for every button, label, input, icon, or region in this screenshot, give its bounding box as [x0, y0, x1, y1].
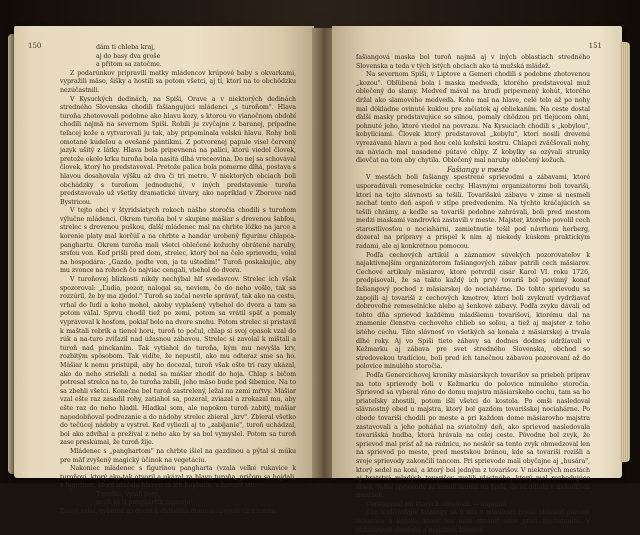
paragraph: Z podarúnkov pripravili matky mládencov krúpové baby s okvarkami, vypražili mäso, šišky a hostili sa potom všetci, aj tí, ktorí na to obchôdzku nezúčastnili. [60, 69, 296, 94]
left-page-text [60, 44, 296, 517]
verse-line: Turoško, vstaň hore, [96, 490, 161, 498]
verse-line: a přitom sa zatočme. [96, 61, 162, 69]
paragraph: fašiangová maska bol turoň najmä aj v iných oblastiach stredného Slovenska a teda v tých istých obciach ako tá mužská mládež. [356, 54, 590, 70]
section-heading: Fašiangy v meste [446, 164, 510, 174]
left-page [14, 26, 314, 516]
paragraph: Ceremoniál pri ktorých obradoch — kúpanie. [366, 500, 508, 508]
paragraph: Turoň vstal, vybehol zo dvora k ďalšiemu domu a spievali už v tomto. [60, 508, 277, 516]
open-book [14, 12, 636, 534]
page-number-right: 151 [588, 42, 602, 50]
verse-line: aj do basy dva groše [96, 52, 161, 60]
paragraph: V Kysuckých dedinách, na Spiši, Orave a v niektorých dedinách stredného Slovenska chodili fašiangujúci mládenci „s turoňom". Hlava turoňa zhotovovali podobne ako hlavu kozy, s ktorou vo vianočnom období chodili najmä na severnom Spiši. Robili ju zvyčajne z baranej, prípadne teľacej kože a vytvarovali ju tak, aby pripomínala volskú hlavu. Rohy boli omotané kúdeľou a ovešané pántikmi. Z potvorenej papule visel červený jazyk ušitý z látky. Hlava bola pripevnená na palici, ktorú viedol človek, pretože okolo krku turoňa bola nasitá dlhá vreceovina. Do nej sa schovával človek, ktorý ho predstavoval. Pretože palica bola pomerne dlhá, postava s hlavou dosahovala výšku až dva či tri metre. V niektorých obciach boli obchádzky s turoňom jednoduché, v iných predstavenie turoňa predstavovalo už všetky dramatické útvary, ako napríklad v Zborove nad Bystricou. [60, 95, 296, 206]
verse-line: nech sa ti panghartík zasmeje! [96, 499, 193, 507]
paragraph: Nakoniec mládenec s figurínou pangharta (vzala veľké rukavice k turoňovi, ktorý ako-tak otvoril a ukázal za hlavu turoňa, pričom sa hojdali, s figurínou, ktorá otáčala hlavou za ich hojdania, a hovoril mu: [60, 465, 296, 490]
paragraph: Na severnom Spiši, v Liptove a Gemeri chodili s podobne zhotovenou „kozou". Obľúbená bola i maska medveďa, ktorého predstavoval muž oblečený do slamy. Medveď mával na hrudi pripevnený kohút, ktorého držal ako slamového medveďa. Koho mal na hlave, celé telo až po nohy mal dôkladne ovinuté kuklou pre začiatok aj obliekaním. Na ceste dostal ďalší masky predstavujúce so silnou, pomaly chôdzou pri tlejúcom ohni, pohnuté jeho, ktoré viedol na povrazu. Na Kysuciach chodili s „kobylou", kobyliciami. Človek ktorý predstavoval „kobylu", ktorí nosili drevenú vyrezávanú hlavu a pod ňou celú koňskú kostru. Chlapci zväčšovali nohy, na náviach mal nasadené pútavé chlpy. Z kobylky sa ozývali strunky dievčat na tom aby chytila. Oblečený mal naruby oblečený kožuch. [356, 71, 590, 165]
right-page-text [356, 54, 590, 535]
page-number-left: 150 [28, 42, 42, 50]
right-page [332, 26, 622, 534]
book-gutter [312, 28, 334, 478]
verse-line: dám ti chleba kraj, [96, 44, 155, 51]
page-block-edge-right [620, 42, 630, 462]
paragraph: Cez tepl(i)eďajie fašiangy sa u nás v minulosti zvykli obliekať plátené nohavice a košeľu, ktoré mu mali chrániť odev pred znečistením. V prítomnosti chudoby a majstrov, ktorých [356, 509, 590, 534]
paragraph: V turoňovej blízkosti nikdy nechýbal hlf svedavcov. Strelec ich však spozoroval: „Ľudia, pozor, nalogal sa, neviem, čo do neho vošlo, tak sa rozzúril, že by ma zjedol." Turoň sa začal nevrle správať, tak ako na cestu, vrhal do ľudí a koho mohol, akoby vyplašený vybehol do dvora a tam sa potom váľal. Sprvu chodil tiež po zemi, potom sa vrátil späť a pomaly vyprávoval k hosťom, pokiaľ bolo na dvore snehu. Potom strelec si pristavil k maštali rebrík a tienol horu, turoň to počul, chlap si svoj opasok vzal do rúk a na-turo zvíťazil nad úžasnou zábavou. Strelec si zavolal k mištali a turoň nad pinckaním. Tak vytiahol do turoňa, kým mu nevyšla krv, rozbitým spôsobom. Tak vidíte, že nepustil, ako mu odteraz sme sa ho. Mášiar k nemu pristúpil, aby ho docezal, turoň však ešte tri razy ukázal, ako do neho strieľali a nedal sa mášiar zhodiť do hoja. Chlap s bičom potresal strelca na to, že turoňa zabili, jeho mäso bude pod šibenice. Na to sa zbehli všetci. Konečne bol turoň zastrelený, ležal na zemi mŕtvy. Mášiar vzal ešte raz zasadil rohy, zatiahol sa, pozeral, zviazal a zrokazal mu, aby ešte raz do neho hladil. Hladkal som, ale napokon turoň zabitý, mášiar napodobňoval podrezanie a do nádoby strelec zbieral „krv". Zbieral všetko do tečúcej nádoby a vystrel. Keď vyliezli aj to „zabíjanie", turoň uchádzal, bol ako zdvíhal a prežíval z neho ako by sa bol vymyslel. Potom sa turoň zase preskúmal, že turoň žije. [60, 276, 296, 447]
paragraph: Podľa cechových artikúl a záznamov súvekých pozorovateľov k najaktívnejším organizátorom fašiangových zábav patrili cech mäsiarov. Cechové artikuly mäsiarov, ktoré potvrdil cisár Karol VI. roku 1726, predpisovali, že sa takto každý ich prvý tovariš bol povinný konať fašiangový pochod z mäsiarskej do nociahárne. Do tohto sprievodu sa zapojili aj tovariši z cechových kmotrov, ktorí boli zvyknutí vydržiavať dobrovoľné remeselnícke alebo aj šenkové zábavy. Podľa zvyku dávali od tohto dňa sprievod každému mladšiemu tovarišovi, ktorému dal na znamenie členstva cechového chlieb so soľou, a tiež aj majster z toho istého cechu. Táto slávnosť vo všetkých sa konala z mäsiarskej a trvala dlhé roky. Aj vo Spiši tieto zábavy sa dodnes dodnes udržiavali v Kežmarku aj zábava pre svet stredného Slovenska, obchod so stredovekou tradíciou, boli pred ich tanečnou zábavou pozorovaní až do polovice minulého storočia. [356, 251, 590, 371]
paragraph: V tejto obci v štyridsiatych rokoch nášho storočia chodili s turoňom výlučne mládenci. Okrem turoňa bol v skupine mášiar s drevenou šabľou, strelec s drevenou puškou, ďalší mládenec mal na chrbte lôžko na jarce a korenie platy mal korčúľ a na chrbte a handár urobený figurínu chlapca-panghartu. Okrem turoňa mali všetci oblečené kožuchy obrátené naruby, srsťou von. Keď prišli pred dom, strelec, ktorý bol na čele sprievodu, volal na hospodára: „Gazdo, poďte von, ja ta uštedím!" Turoň poskakujúc, aby mu zvonce na rohoch čo najviac cengali, vbehol do dvora. [60, 207, 296, 275]
paragraph: Mládenec s „panghartom" na chrbte išiel na gazdinou a pýtal si múku pre mäf zvyšený magický účinok na vegetáciu. [60, 447, 296, 464]
paragraph: V mestách boli fašiangy spestrené sprievodmi a zábavami, ktoré usporadúvali remeselnícke cechy. Hlavnými organizátormi boli tovariši, ktorí na tejto slávnosti sa tešili. Tovarišskú zábavu v zime si nesmeli nechať tento deň aspoň v stĺpe predvedením. Na týchto kráčajúcich sa tešili chrámy, a keďže sa tovariši podobne zahrávali, boli pred mestom medzi maskami vandrovkú zastavili v meste. Majster, ktorého povolil cech starostlivosťou o nociahárni, zamietnutie tešil pod návrhom herberg, dozeral na prípravy a prispel k nim aj niekedy kúskom praktickým radami, ale aj konkrétnou pomocou. [356, 174, 590, 251]
paragraph: Podľa Genercichovej kroniky mäsiarskych tovarišov sa priebeh príprav na toto sprievody boli v Kežmarku do polovice minulého storočia. Sprievod sa vyberal ráno do domu majstra mäsiarskeho cechu, tam sa ho priateľsky zhostili, potom išli všetci do kostola. Po omši nasledoval slávnostný obed u majstra, ktorý bol gazdom tovarišskej nociahárne. Po obede tovariši chodili po meste a pri každom dome mäsiarovho majstra zastavovali a jeho poháňal na sviatočný deň, ako sprievod nasledovala tovarišská hudba, ktorá hrávala na celej ceste. Pôvodne bol zvyk, že sprievod mal prísť až na radnicu, no neskôr sa tento zvyk obmedzoval len na sprievod po meste, pred mestskou bránou, kde sa tovariši rozišli a svoje sprievody zakončili tancom. Pri sprievode mali obyčajne aj „husára", ktorý sedel na koni, a ktorý bol jedným z tovarišov. V niektorých mestách aj bratstvá mladých tovarišov zvolili vlastného, ktorý mal rozhodujúce slovo. Veľké sprievody sa konali najmä na Spiši, čo sa udialo v niekoľkých mestách. [356, 371, 590, 500]
